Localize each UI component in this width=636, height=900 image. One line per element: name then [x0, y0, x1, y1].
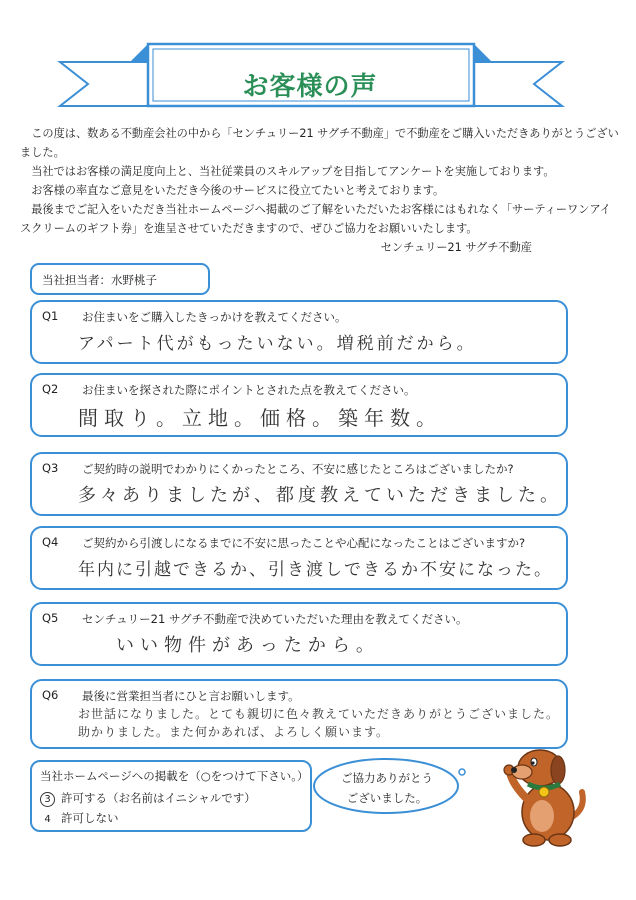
- company-signature: センチュリー21 サグチ不動産: [380, 241, 532, 254]
- question-box-q1: [30, 300, 568, 364]
- question-text: ご契約から引渡しになるまでに不安に思ったことや心配になったことはございますか?: [82, 536, 526, 550]
- question-number: Q3: [42, 461, 59, 475]
- permission-title: 当社ホームページへの掲載を（○をつけて下さい。）: [40, 769, 309, 783]
- permission-box: [30, 760, 312, 832]
- dog-mascot-icon: [478, 740, 588, 848]
- question-box-q3: [30, 452, 568, 516]
- staff-label: 当社担当者：水野桃子: [42, 273, 157, 287]
- question-box-q5: [30, 602, 568, 666]
- option-number: 4: [44, 814, 51, 825]
- question-box-q4: [30, 526, 568, 590]
- thanks-line: ご協力ありがとう: [341, 771, 433, 785]
- thanks-line: ございました。: [346, 791, 428, 805]
- handwritten-answer: いい物件があったから。: [116, 635, 380, 656]
- handwritten-answer: 間取り。立地。価格。築年数。: [78, 406, 442, 430]
- question-box-q2: [30, 373, 568, 437]
- intro-paragraph: 最後までご記入をいただき当社ホームページへ掲載のご了解をいただいたお客様にはもれなく「サーティーワンアイスクリームのギフト券」を進呈させていただきますので、ぜひご協力をお願いいたします。: [20, 203, 611, 235]
- question-number: Q4: [42, 535, 59, 549]
- question-text: 最後に営業担当者にひと言お願いします。: [82, 689, 300, 703]
- question-number: Q1: [42, 309, 59, 323]
- answer-line: 助かりました。また何かあれば、よろしく願います。: [78, 725, 390, 739]
- option-label: 許可しない: [61, 811, 119, 825]
- question-text: お住まいを探された際にポイントとされた点を教えてください。: [82, 383, 416, 397]
- question-text: ご契約時の説明でわかりにくかったところ、不安に感じたところはございましたか?: [82, 462, 514, 476]
- intro-paragraph: この度は、数ある不動産会社の中から「センチュリー21 サグチ不動産」で不動産をご購入いただきありがとうございました。: [20, 127, 619, 159]
- permission-option-deny[interactable]: [40, 810, 119, 827]
- page-title: お客様の声: [242, 72, 378, 102]
- option-label: 許可する（お名前はイニシャルです）: [61, 791, 256, 805]
- intro-text: [20, 124, 620, 257]
- option-number: 3: [40, 792, 55, 807]
- question-number: Q6: [42, 688, 59, 702]
- intro-paragraph: 当社ではお客様の満足度向上と、当社従業員のスキルアップを目指してアンケートを実施しております。: [31, 165, 555, 178]
- intro-paragraph: お客様の率直なご意見をいただき今後のサービスに役立てたいと考えております。: [31, 184, 445, 197]
- staff-box: [30, 263, 210, 295]
- question-text: センチュリー21 サグチ不動産で決めていただいた理由を教えてください。: [82, 612, 468, 626]
- question-number: Q2: [42, 382, 59, 396]
- question-box-q6: [30, 679, 568, 749]
- handwritten-answer: アパート代がもったいない。増税前だから。: [78, 334, 477, 354]
- question-number: Q5: [42, 611, 59, 625]
- handwritten-answer: [78, 705, 559, 741]
- answer-line: お世話になりました。とても親切に色々教えていただきありがとうございました。: [78, 707, 560, 721]
- handwritten-answer: 多々ありましたが、都度教えていただきました。: [78, 485, 562, 506]
- question-text: お住まいをご購入したきっかけを教えてください。: [82, 310, 347, 324]
- handwritten-answer: 年内に引越できるか、引き渡しできるか不安になった。: [78, 560, 553, 580]
- thanks-message: [322, 768, 452, 808]
- permission-option-allow[interactable]: [40, 790, 256, 807]
